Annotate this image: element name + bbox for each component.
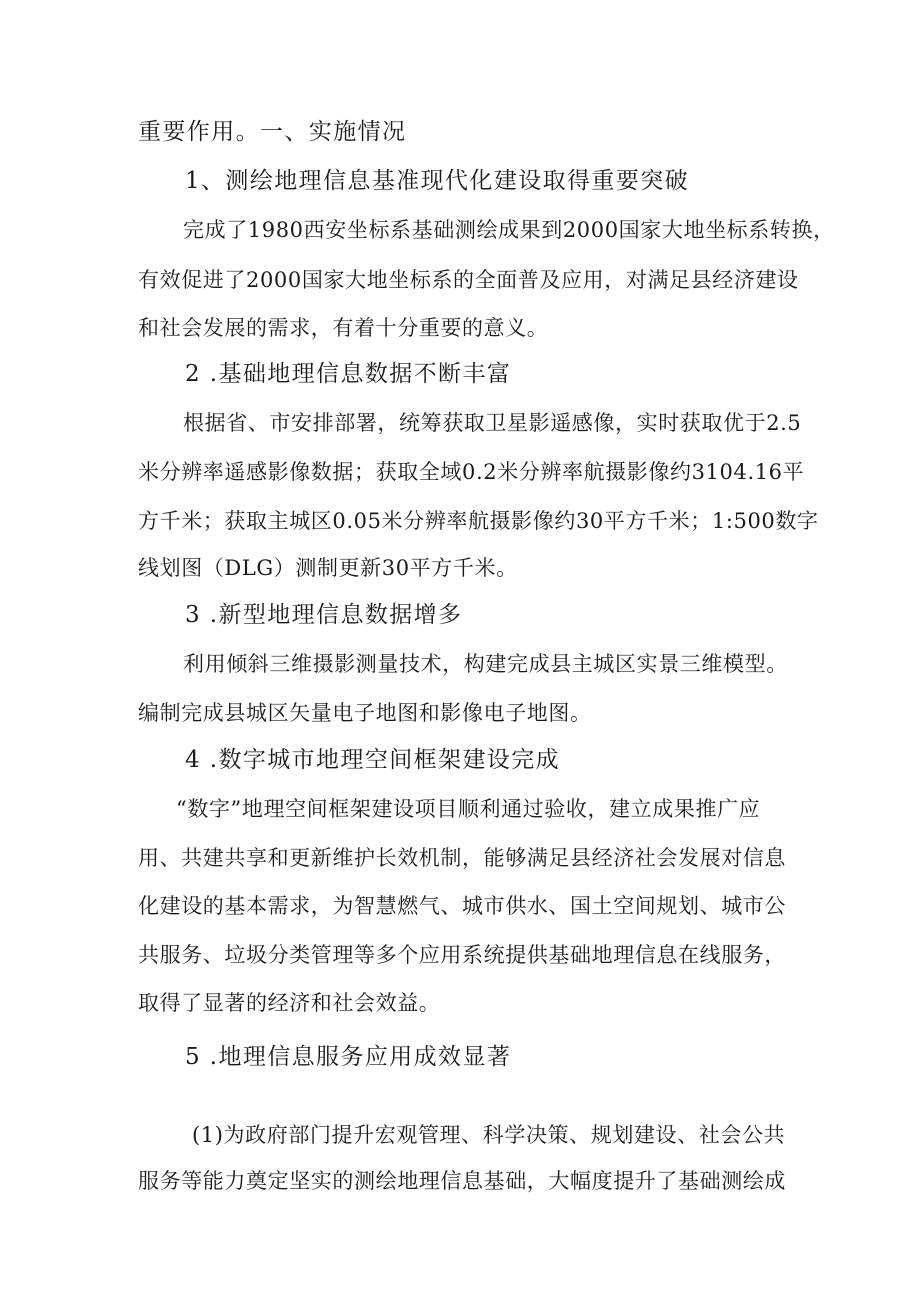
paragraph-line: 方千米；获取主城区0.05米分辨率航摄影像约30平方千米；1:500数字 xyxy=(138,509,819,533)
section-heading-4: 4 .数字城市地理空间框架建设完成 xyxy=(185,747,561,773)
paragraph-line: 利用倾斜三维摄影测量技术，构建完成县主城区实景三维模型。 xyxy=(183,652,788,676)
section-heading-3: 3 .新型地理信息数据增多 xyxy=(185,602,463,628)
section-heading-1: 1、测绘地理信息基准现代化建设取得重要突破 xyxy=(185,168,690,194)
paragraph-line: 米分辨率遥感影像数据；获取全域0.2米分辨率航摄影像约3104.16平 xyxy=(138,460,805,484)
text-line: 重要作用。一、实施情况 xyxy=(138,119,407,145)
paragraph-line: 用、共建共享和更新维护长效机制，能够满足县经济社会发展对信息 xyxy=(138,846,786,870)
paragraph-line: “数字”地理空间框架建设项目顺利通过验收，建立成果推广应 xyxy=(176,797,761,821)
paragraph-line: 根据省、市安排部署，统筹获取卫星影遥感像，实时获取优于2.5 xyxy=(183,411,802,435)
paragraph-line: 完成了1980西安坐标系基础测绘成果到2000国家大地坐标系转换， xyxy=(183,218,835,242)
section-heading-2: 2 .基础地理信息数据不断丰富 xyxy=(185,361,512,387)
paragraph-line: 和社会发展的需求，有着十分重要的意义。 xyxy=(138,316,549,340)
paragraph-line: 化建设的基本需求，为智慧燃气、城市供水、国土空间规划、城市公 xyxy=(138,894,786,918)
paragraph-line: 有效促进了2000国家大地坐标系的全面普及应用，对满足县经济建设 xyxy=(138,268,799,292)
paragraph-line: 服务等能力奠定坚实的测绘地理信息基础，大幅度提升了基础测绘成 xyxy=(138,1169,786,1193)
section-heading-5: 5 .地理信息服务应用成效显著 xyxy=(185,1044,512,1070)
paragraph-line: 编制完成县城区矢量电子地图和影像电子地图。 xyxy=(138,701,592,725)
paragraph-line: 共服务、垃圾分类管理等多个应用系统提供基础地理信息在线服务， xyxy=(138,943,786,967)
paragraph-line: 取得了显著的经济和社会效益。 xyxy=(138,991,441,1015)
paragraph-line: (1)为政府部门提升宏观管理、科学决策、规划建设、社会公共 xyxy=(192,1123,786,1147)
paragraph-line: 线划图（DLG）测制更新30平方千米。 xyxy=(138,556,518,580)
